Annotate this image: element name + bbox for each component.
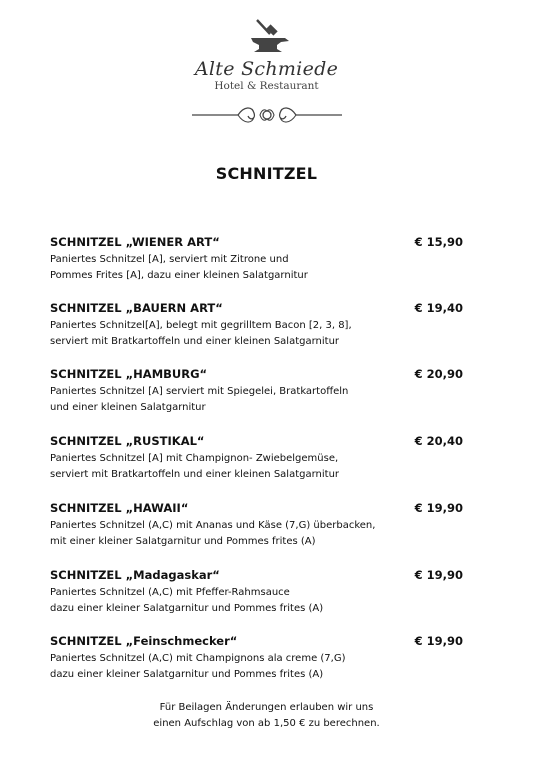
item-price: € 19,90 bbox=[414, 568, 463, 582]
item-price: € 15,90 bbox=[414, 235, 463, 249]
brand-name: Alte Schmiede bbox=[194, 58, 339, 80]
item-name: SCHNITZEL „BAUERN ART“ bbox=[50, 301, 223, 315]
item-name: SCHNITZEL „HAWAII“ bbox=[50, 501, 189, 515]
item-description: Paniertes Schnitzel (A,C) mit Pfeffer-Rahmsauce dazu einer kleiner Salatgarnitur und Pommes frites (A) bbox=[50, 587, 324, 614]
menu-item bbox=[50, 366, 480, 416]
item-price: € 20,90 bbox=[414, 367, 463, 381]
item-description: Paniertes Schnitzel [A], serviert mit Zitrone und Pommes Frites [A], dazu einer kleinen Salatgarnitur bbox=[50, 254, 308, 281]
item-name: SCHNITZEL „RUSTIKAL“ bbox=[50, 434, 205, 448]
item-description: Paniertes Schnitzel[A], belegt mit gegrilltem Bacon [2, 3, 8], serviert mit Bratkartoffeln und einer kleinen Salatgarnitur bbox=[50, 320, 352, 347]
item-price: € 20,40 bbox=[414, 434, 463, 448]
menu-item bbox=[50, 567, 480, 617]
footer-note: Für Beilagen Änderungen erlauben wir uns einen Aufschlag von ab 1,50 € zu berechnen. bbox=[153, 702, 380, 729]
menu-item bbox=[50, 300, 480, 350]
item-description: Paniertes Schnitzel [A] mit Champignon- Zwiebelgemüse, serviert mit Bratkartoffeln und einer kleinen Salatgarnitur bbox=[50, 453, 340, 480]
menu-item bbox=[50, 234, 480, 284]
item-price: € 19,40 bbox=[414, 301, 463, 315]
logo bbox=[0, 16, 533, 126]
section-title: SCHNITZEL bbox=[215, 164, 318, 183]
brand-subtitle: Hotel & Restaurant bbox=[214, 80, 319, 92]
item-name: SCHNITZEL „Feinschmecker“ bbox=[50, 634, 238, 648]
item-description: Paniertes Schnitzel (A,C) mit Ananas und Käse (7,G) überbacken, mit einer kleiner Salatgarnitur und Pommes frites (A) bbox=[50, 520, 376, 547]
menu-item bbox=[50, 633, 480, 683]
menu-item bbox=[50, 433, 480, 483]
item-price: € 19,90 bbox=[414, 501, 463, 515]
item-price: € 19,90 bbox=[414, 634, 463, 648]
menu-item bbox=[50, 500, 480, 550]
anvil-hammer-icon bbox=[237, 16, 297, 56]
ornamental-divider-icon bbox=[192, 104, 342, 126]
item-description: Paniertes Schnitzel (A,C) mit Champignons ala creme (7,G) dazu einer kleiner Salatgarnitur und Pommes frites (A) bbox=[50, 653, 346, 680]
item-name: SCHNITZEL „Madagaskar“ bbox=[50, 568, 220, 582]
item-description: Paniertes Schnitzel [A] serviert mit Spiegelei, Bratkartoffeln und einer kleinen Salatgarnitur bbox=[50, 386, 349, 413]
item-name: SCHNITZEL „WIENER ART“ bbox=[50, 235, 220, 249]
item-name: SCHNITZEL „HAMBURG“ bbox=[50, 367, 208, 381]
